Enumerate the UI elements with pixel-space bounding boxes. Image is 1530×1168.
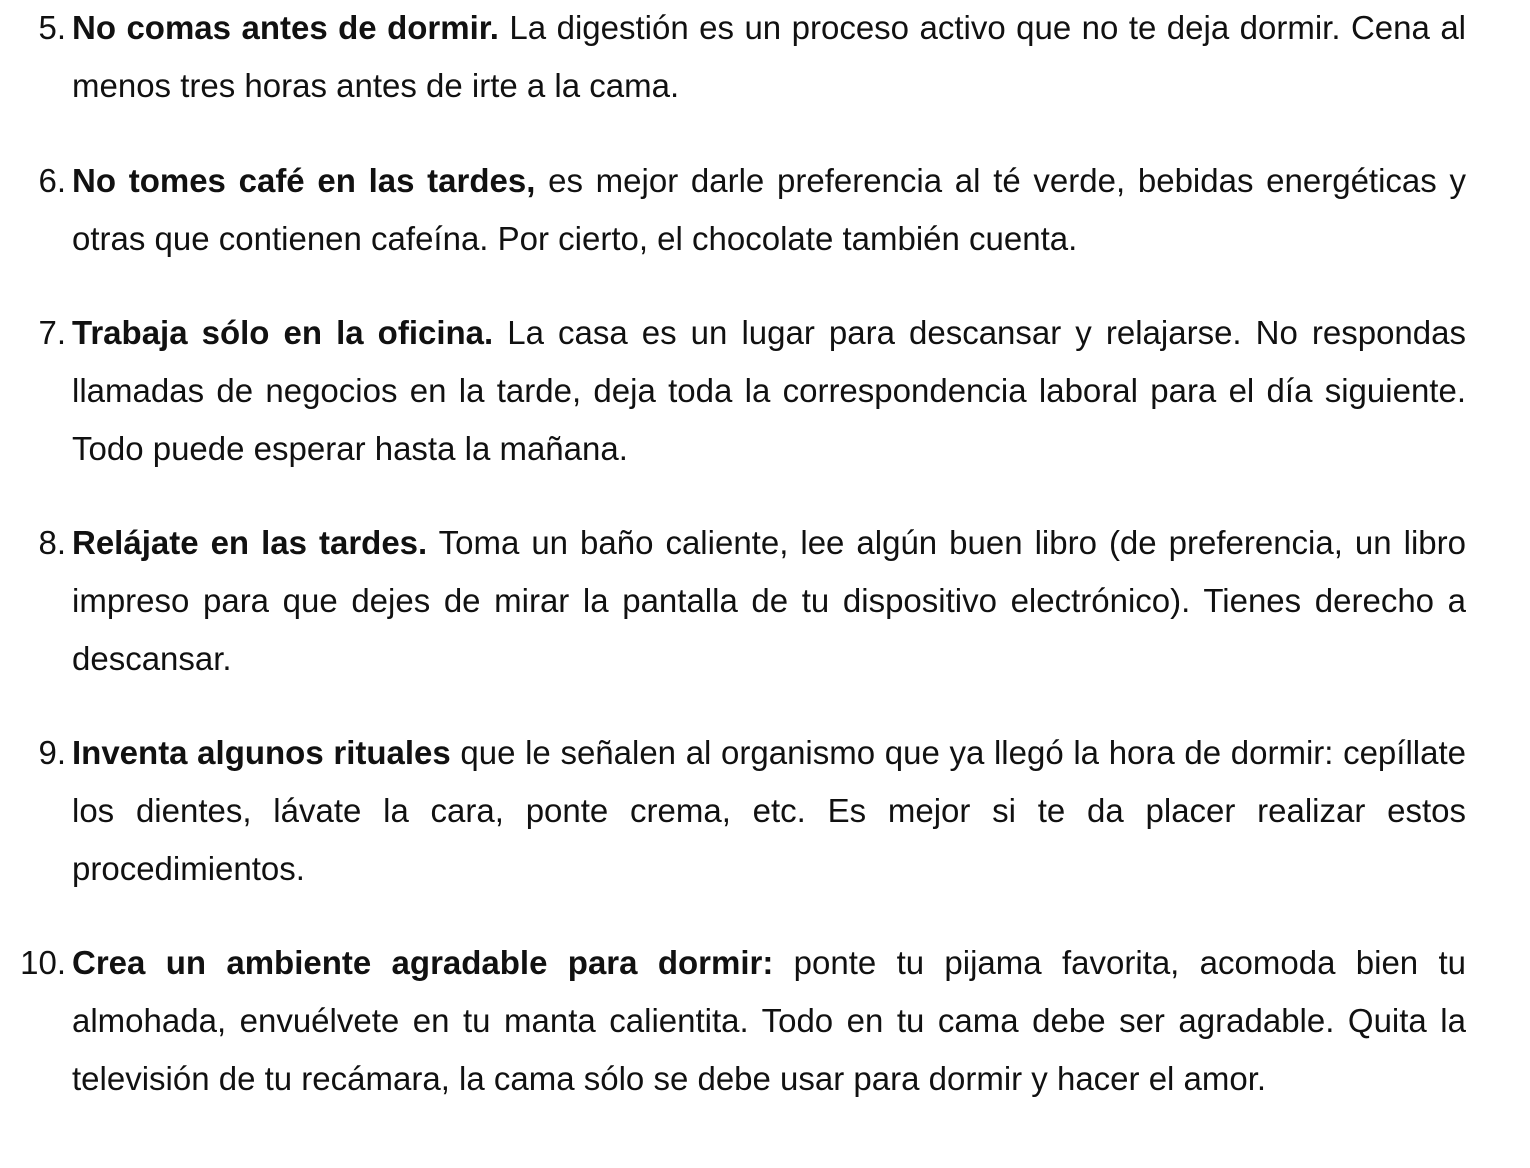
tip-item-10 — [0, 934, 1530, 1108]
tip-body: ponte tu pijama favorita, acomoda bien tu almohada, envuélvete en tu manta calientita. Todo en tu cama debe ser agradable. Quita la televisión de tu recámara, la cama sólo se debe usar para dormir y hacer el amor. — [72, 944, 1467, 1097]
tip-item-9 — [0, 724, 1530, 898]
tip-body: La digestión es un proceso activo que no te deja dormir. Cena al menos tres horas antes de irte a la cama. — [72, 9, 1466, 104]
tip-body: es mejor darle preferencia al té verde, bebidas energéticas y otras que contienen cafeína. Por cierto, el chocolate también cuenta. — [72, 162, 1466, 257]
tip-item-7 — [0, 304, 1530, 478]
tip-number: 10. — [20, 944, 66, 981]
tip-item-8 — [0, 514, 1530, 688]
tip-title: No tomes café en las tardes, — [72, 162, 536, 199]
tip-title: Crea un ambiente agradable para dormir: — [72, 944, 774, 981]
tip-number: 5. — [38, 9, 66, 46]
tip-number: 8. — [38, 524, 66, 561]
tip-number: 9. — [38, 734, 66, 771]
tip-number: 6. — [38, 162, 66, 199]
tip-item-5 — [0, 0, 1530, 115]
tip-body: que le señalen al organismo que ya llegó la hora de dormir: cepíllate los dientes, lávate la cara, ponte crema, etc. Es mejor si te da placer realizar estos procedimientos. — [72, 734, 1466, 887]
tip-body: Toma un baño caliente, lee algún buen libro (de preferencia, un libro impreso para que dejes de mirar la pantalla de tu dispositivo electrónico). Tienes derecho a descansar. — [72, 524, 1466, 677]
tip-body: La casa es un lugar para descansar y relajarse. No respondas llamadas de negocios en la tarde, deja toda la correspondencia laboral para el día siguiente. Todo puede esperar hasta la mañana. — [72, 314, 1466, 467]
tip-title: Inventa algunos rituales — [72, 734, 451, 771]
tip-number: 7. — [38, 314, 66, 351]
tip-title: Relájate en las tardes. — [72, 524, 428, 561]
tip-title: No comas antes de dormir. — [72, 9, 499, 46]
tip-title: Trabaja sólo en la oficina. — [72, 314, 494, 351]
tip-item-6 — [0, 152, 1530, 268]
